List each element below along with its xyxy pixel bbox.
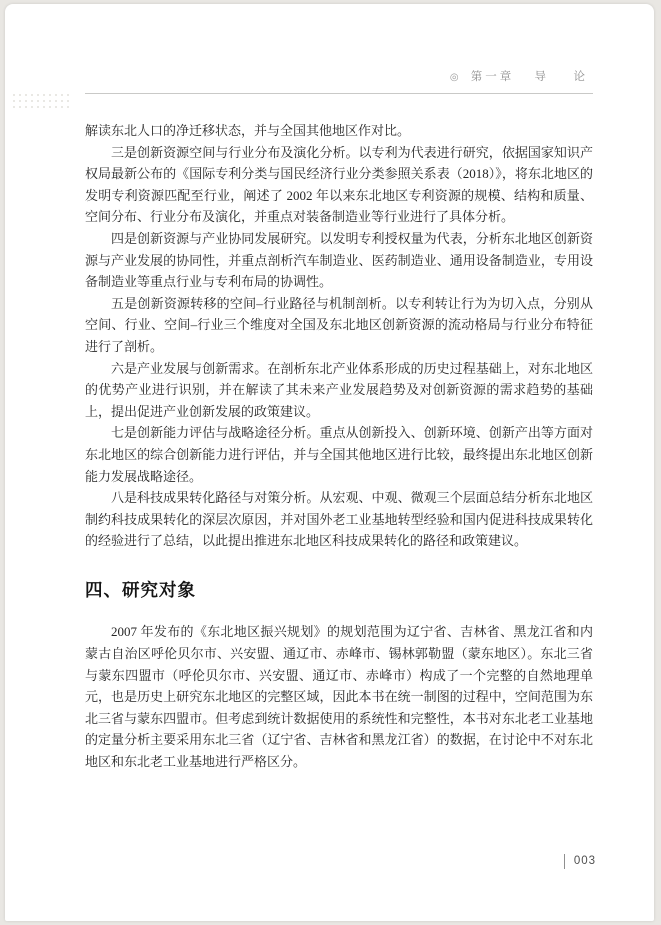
paragraph: 三是创新资源空间与行业分布及演化分析。以专利为代表进行研究，依据国家知识产权局最新公布的《国际专利分类与国民经济行业分类参照关系表（2018）》，将东北地区的发明专利资源匹配至行业，阐述了 2002 年以来东北地区专利资源的规模、结构和质量、空间分布、行业分布及演化，并重点对装备制造业等行业进行了具体分析。	[85, 144, 593, 225]
paragraph: 六是产业发展与创新需求。在剖析东北产业体系形成的历史过程基础上，对东北地区的优势产业进行识别，并在解读了其未来产业发展趋势及对创新资源的需求趋势的基础上，提出促进产业创新发展的政策建议。	[85, 360, 593, 419]
paragraph-continuation: 解读东北人口的净迁移状态，并与全国其他地区作对比。	[85, 123, 411, 138]
body-text	[85, 120, 593, 773]
paragraph: 七是创新能力评估与战略途径分析。重点从创新投入、创新环境、创新产出等方面对东北地区的综合创新能力进行评估，并与全国其他地区进行比较，最终提出东北地区创新能力发展战略途径。	[85, 425, 593, 484]
page-number: 003	[564, 854, 596, 869]
chapter-title: 导 论	[534, 71, 593, 83]
running-header	[85, 68, 593, 94]
section-heading: 四、研究对象	[85, 579, 196, 600]
paragraph: 四是创新资源与产业协同发展研究。以发明专利授权量为代表，分析东北地区创新资源与产业发展的协同性，并重点剖析汽车制造业、医药制造业、通用设备制造业，专用设备制造业等重点行业与专利布局的协调性。	[85, 230, 593, 290]
book-page	[5, 4, 654, 921]
section-paragraph: 2007 年发布的《东北地区振兴规划》的规划范围为辽宁省、吉林省、黑龙江省和内蒙古自治区呼伦贝尔市、兴安盟、通辽市、赤峰市、锡林郭勒盟（蒙东地区）。东北三省与蒙东四盟市（呼伦贝尔市、兴安盟、通辽市、赤峰市）构成了一个完整的自然地理单元，也是历史上研究东北地区的完整区域，因此本书在统一制图的过程中，空间范围为东北三省与蒙东四盟市。但考虑到统计数据使用的系统性和完整性，本书对东北老工业基地的定量分析主要采用东北三省（辽宁省、吉林省和黑龙江省）的数据，在讨论中不对东北地区和东北老工业基地进行严格区分。	[85, 624, 593, 770]
chapter-label: 第一章	[470, 71, 515, 83]
paragraph: 五是创新资源转移的空间–行业路径与机制剖析。以专利转让行为为切入点，分别从空间、行业、空间–行业三个维度对全国及东北地区创新资源的流动格局与行业分布特征进行了剖析。	[85, 295, 593, 354]
print-artifact-dots	[11, 92, 73, 108]
chapter-marker-icon: ◎	[449, 72, 459, 83]
paragraph: 八是科技成果转化路径与对策分析。从宏观、中观、微观三个层面总结分析东北地区制约科技成果转化的深层次原因，并对国外老工业基地转型经验和国内促进科技成果转化的经验进行了总结，以此提出推进东北地区科技成果转化的路径和政策建议。	[85, 490, 593, 549]
page-content	[85, 68, 593, 773]
